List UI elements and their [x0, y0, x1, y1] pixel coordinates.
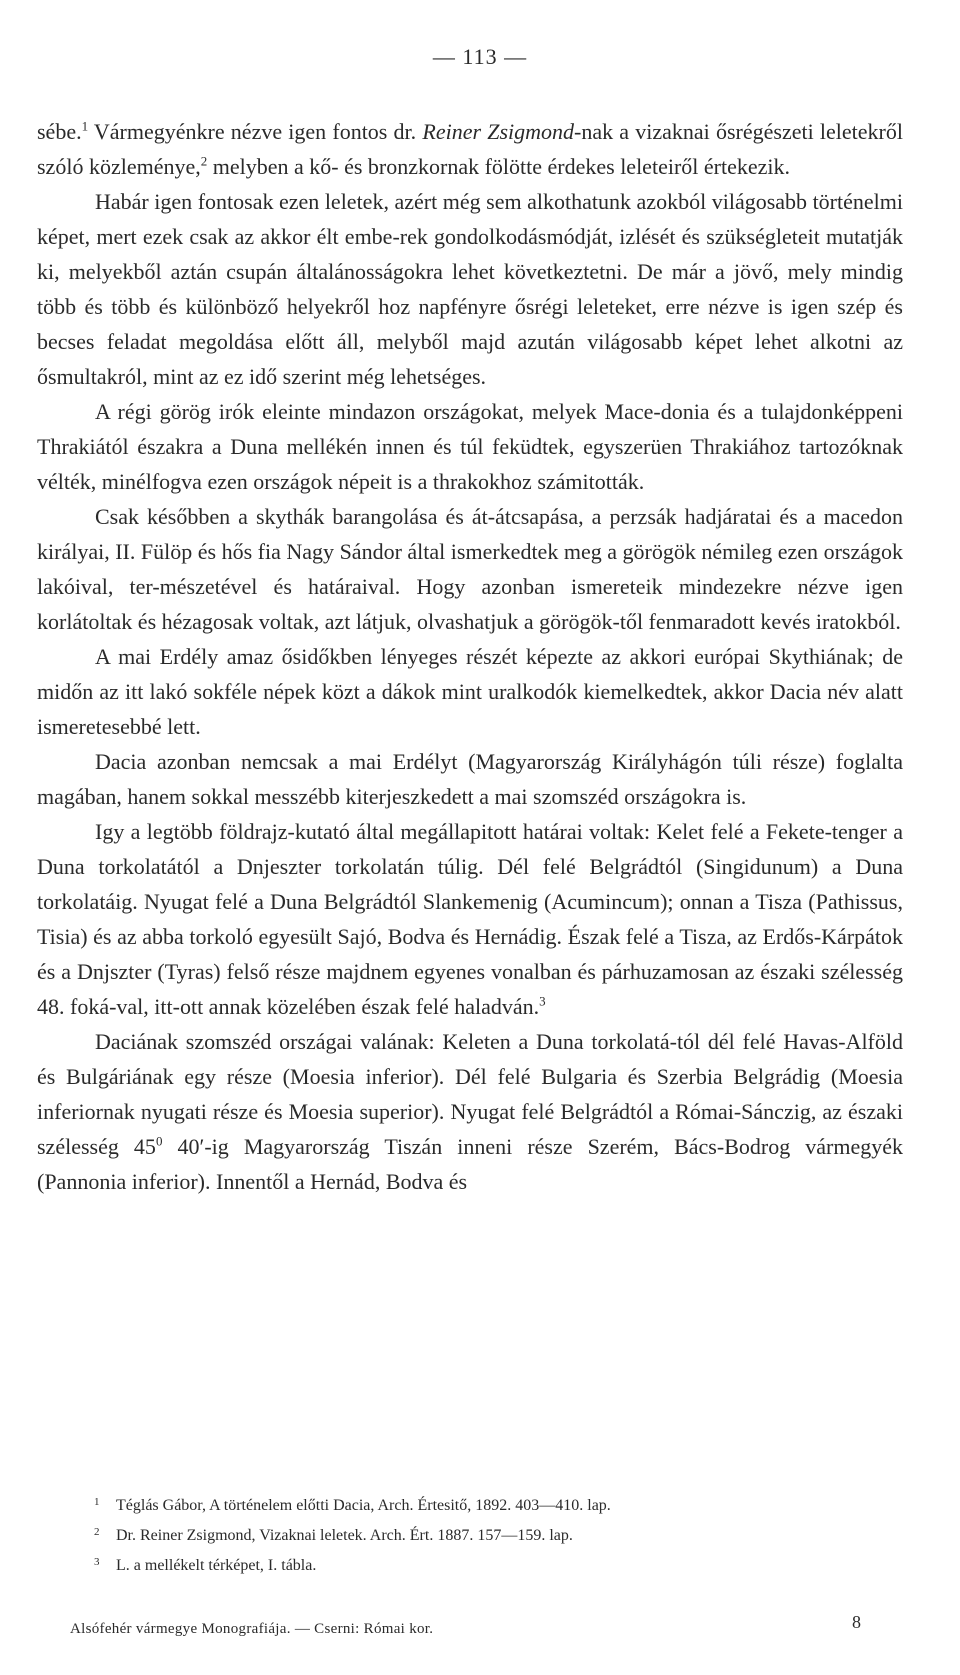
footnotes [94, 1489, 894, 1579]
signature-number: 8 [852, 1612, 861, 1632]
paragraph [37, 639, 903, 744]
paragraph-text: A mai Erdély amaz ősidőkben lényeges részét képezte az akkori európai Skythiának; de midőn az itt lakó sokféle népek közt a dákok mint uralkodók kiemelkedtek, akkor Dacia név alatt ismeretesebbé lett. [37, 644, 903, 739]
page-number: — 113 — [432, 44, 528, 69]
footnote-mark: 3 [94, 1556, 100, 1568]
paragraph-text: Dacia azonban nemcsak a mai Erdélyt (Magyarország Királyhágón túli része) foglalta magában, hanem sokkal messzébb kiterjeszkedett a mai szomszéd országokra is. [37, 749, 903, 809]
paragraph-text: 40′-ig Magyarország Tiszán inneni része Szerém, Bács-Bodrog vármegyék (Pannonia inferior). Innentől a Hernád, Bodva és [37, 1134, 903, 1194]
paragraph-text: Igy a legtöbb földrajz-kutató által megállapitott határai voltak: Kelet felé a Fekete-tenger a Duna torkolatától a Dnjeszter torkolatán túlig. Dél felé Belgrádtól (Singidunum) a Duna torkolatáig. Nyugat felé a Duna Belgrádtól Slankemenig (Acumincum); onnan a Tisza (Pathissus, Tisia) és az abba torkoló egyesült Sajó, Bodva és Hernádig. Észak felé a Tisza, az Erdős-Kárpátok és a Dnjszter (Tyras) felső része majdnem egyenes vonalban és párhuzamosan az északi szélesség 48. foká-val, itt-ott annak közelében észak felé haladván. [37, 819, 903, 1019]
footnote [94, 1489, 894, 1519]
paragraph [37, 394, 903, 499]
paragraph [37, 114, 903, 184]
paragraph [37, 499, 903, 639]
footnote-mark: 2 [94, 1526, 100, 1538]
footnote-text: Dr. Reiner Zsigmond, Vizaknai leletek. Arch. Ért. 1887. 157—159. lap. [116, 1527, 573, 1544]
paragraph-text: sébe. [37, 119, 82, 144]
paragraph-text: A régi görög irók eleinte mindazon országokat, melyek Mace-donia és a tulajdonképpeni Thrakiától északra a Duna mellékén innen és túl feküdtek, egyszerüen Thrakiához tartozóknak vélték, minélfogva ezen országok népeit is a thrakokhoz számitották. [37, 399, 903, 494]
paragraph [37, 814, 903, 1024]
paragraph-text: -nak a vizaknai ősrégészeti leletekről szóló közleménye, [37, 119, 903, 179]
footnote-mark: 1 [94, 1496, 100, 1508]
body-text [37, 114, 903, 1199]
footnote [94, 1519, 894, 1549]
footnote-reference: 1 [81, 118, 89, 134]
footnote [94, 1549, 894, 1579]
paragraph-text: Csak későbben a skythák barangolása és át-átcsapása, a perzsák hadjáratai és a macedon királyai, II. Fülöp és hős fia Nagy Sándor által ismerkedtek meg a görögök némileg ezen országok lakóival, ter-mészetével és határaival. Hogy azonban ismereteik mindezekre nézve igen korlátoltak és hézagosak voltak, azt látjuk, olvashatjuk a görögök-től fenmaradott kevés iratokból. [37, 504, 903, 634]
paragraph-text: Daciának szomszéd országai valának: Keleten a Duna torkolatá-tól dél felé Havas-Alföld és Bulgáriának egy része (Moesia inferior). Dél felé Bulgaria és Szerbia Belgrádig (Moesia inferiornak nyugati része és Moesia superior). Nyugat felé Belgrádtól a Római-Sánczig, az északi szélesség 45 [37, 1029, 903, 1159]
footnote-text: L. a mellékelt térképet, I. tábla. [116, 1557, 317, 1574]
paragraph [37, 184, 903, 394]
paragraph [37, 744, 903, 814]
footnote-text: Téglás Gábor, A történelem előtti Dacia, Arch. Értesitő, 1892. 403—410. lap. [116, 1497, 611, 1514]
italic-name: Reiner Zsigmond [422, 119, 575, 144]
paragraph-text: Habár igen fontosak ezen leletek, azért még sem alkothatunk azokból világosabb történelmi képet, mert ezek csak az akkor élt embe-rek gondolkodásmódját, izlését és szükségleteit mutatják ki, melyekből aztán csupán általánosságokra lehet következtetni. De már a jövő, mely mindig több és több és különböző helyekről hoz napfényre ősrégi leleteket, erre nézve is igen szép és becses feladat megoldása előtt áll, melyből majd azután világosabb képet lehet alkotni az ősmultakról, mint az ez idő szerint még lehetséges. [37, 189, 903, 389]
signature-line: Alsófehér vármegye Monografiája. — Cserni: Római kor. [70, 1621, 434, 1637]
paragraph [37, 1024, 903, 1199]
footnote-reference: 3 [539, 993, 546, 1009]
footnote-reference: 0 [155, 1133, 163, 1149]
paragraph-text: Vármegyénkre nézve igen fontos dr. [88, 119, 423, 144]
paragraph-text: melyben a kő- és bronzkornak fölötte érdekes leleteiről értekezik. [207, 154, 790, 179]
footnote-reference: 2 [200, 153, 208, 169]
